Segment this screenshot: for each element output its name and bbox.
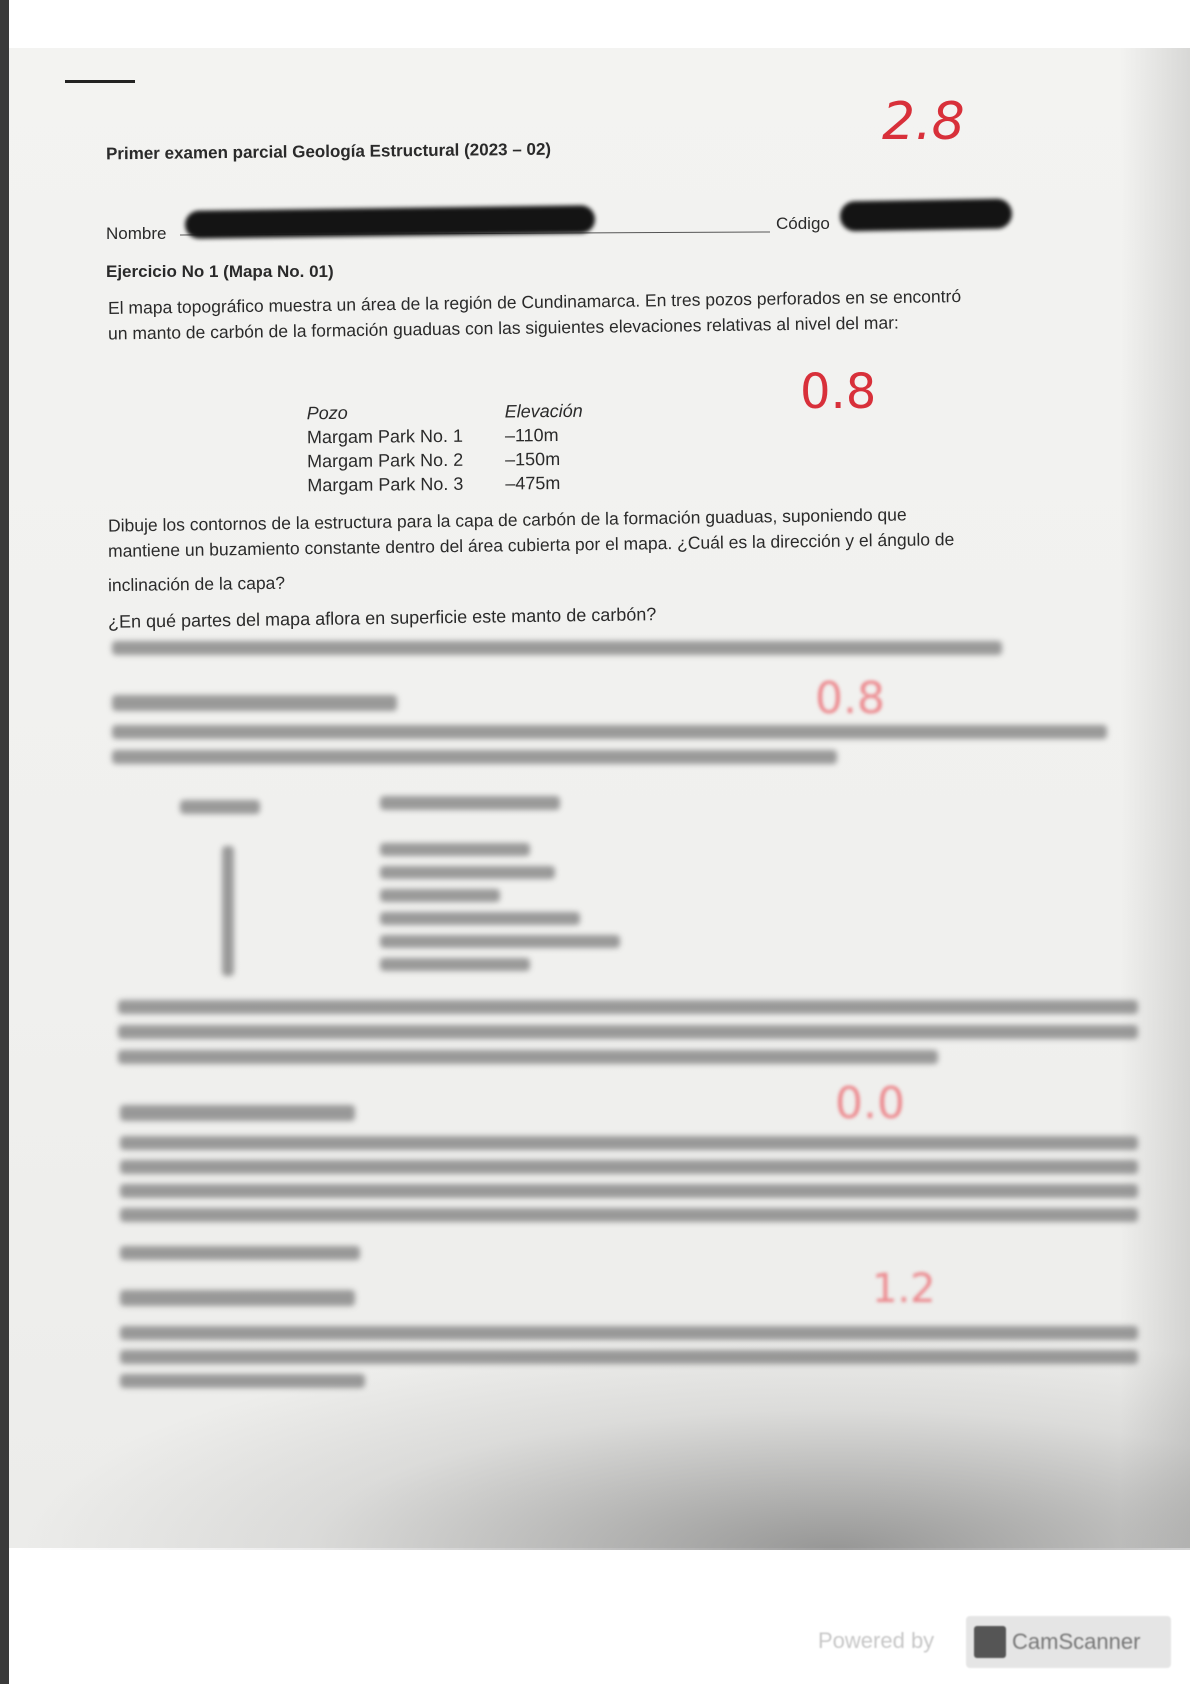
exercise-4-grade: 1.2	[872, 1266, 936, 1312]
well-name: Margam Park No. 3	[307, 473, 464, 496]
blurred-number-column	[222, 846, 234, 976]
blurred-text-line	[380, 889, 500, 902]
blurred-heading	[120, 1105, 355, 1121]
exercise-1-intro-line-2: un manto de carbón de la formación guaduas con las siguientes elevaciones relativas al nivel del mar:	[107, 312, 899, 344]
blurred-heading	[112, 695, 397, 711]
exercise-1-intro-line-1: El mapa topográfico muestra un área de la región de Cundinamarca. En tres pozos perforados en se encontró	[107, 286, 962, 318]
table-row	[307, 471, 583, 497]
exercise-1-question-line-3: inclinación de la capa?	[107, 572, 286, 596]
blurred-text-line	[120, 1246, 360, 1260]
blurred-text-line	[380, 935, 620, 948]
name-label: Nombre	[106, 224, 167, 243]
paper-shadow-right	[1120, 48, 1190, 1548]
exercise-1-grade: 0.8	[800, 364, 877, 420]
blurred-text-line	[118, 1025, 1138, 1039]
powered-by-text: Powered by	[818, 1628, 935, 1653]
blurred-text-line	[112, 750, 837, 764]
exercise-1-heading: Ejercicio No 1 (Mapa No. 01)	[106, 262, 334, 281]
well-elevation: –150m	[505, 448, 561, 470]
table-row	[307, 423, 583, 449]
camscanner-icon	[974, 1626, 1006, 1658]
blurred-text-line	[380, 866, 555, 879]
well-elevation: –475m	[505, 472, 561, 494]
well-elevation: –110m	[504, 425, 559, 446]
blurred-heading	[120, 1290, 355, 1306]
top-dash-mark	[65, 80, 135, 83]
blurred-text-line	[120, 1160, 1138, 1174]
blurred-text-line	[118, 1000, 1138, 1014]
redacted-name	[185, 205, 595, 239]
exercise-1-question-line-1: Dibuje los contornos de la estructura para la capa de carbón de la formación guaduas, suponiendo que	[107, 504, 907, 536]
blurred-text-line	[380, 912, 580, 925]
blurred-text-line	[120, 1136, 1138, 1150]
redacted-code	[840, 199, 1012, 232]
blurred-text-line	[180, 800, 260, 814]
header-pozo: Pozo	[306, 402, 348, 424]
exam-title: Primer examen parcial Geología Estructural (2023 – 02)	[105, 139, 552, 164]
table-row	[307, 447, 583, 473]
blurred-text-line	[380, 796, 560, 810]
exercise-1-question-2: ¿En qué partes del mapa aflora en superficie este manto de carbón?	[107, 604, 657, 632]
wells-table	[307, 399, 584, 497]
paper-shadow-bottom	[9, 1330, 1190, 1550]
exercise-1-question-line-2: mantiene un buzamiento constante dentro del área cubierta por el mapa. ¿Cuál es la dirección y el ángulo de	[107, 529, 955, 561]
scan-left-edge	[0, 0, 9, 1684]
header-elevacion: Elevación	[504, 400, 583, 422]
code-label: Código	[776, 214, 830, 233]
well-name: Margam Park No. 2	[307, 449, 464, 472]
exercise-3-grade: 0.0	[835, 1078, 905, 1129]
blurred-text-line	[120, 1208, 1138, 1222]
camscanner-label: CamScanner	[1012, 1629, 1141, 1654]
blurred-text-line	[112, 641, 1002, 655]
exercise-2-grade: 0.8	[815, 673, 885, 724]
well-name: Margam Park No. 1	[306, 425, 464, 448]
table-header-row	[307, 399, 583, 425]
blurred-text-line	[380, 958, 530, 971]
blurred-text-line	[380, 843, 530, 856]
blurred-text-line	[118, 1050, 938, 1064]
total-grade: 2.8	[882, 92, 965, 152]
blurred-text-line	[112, 725, 1107, 739]
camscanner-logo	[966, 1616, 1171, 1668]
blurred-text-line	[120, 1184, 1138, 1198]
